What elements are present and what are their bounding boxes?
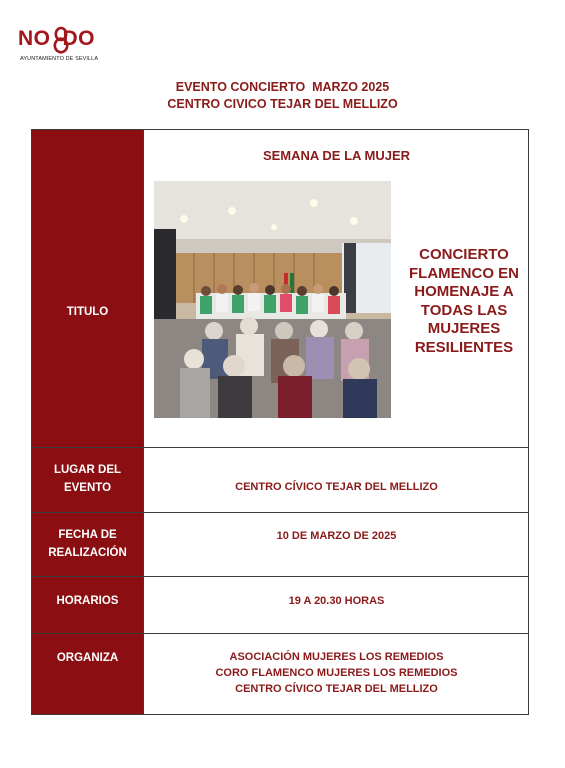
event-title-line: CONCIERTO — [419, 246, 509, 263]
row-divider — [32, 512, 528, 513]
fecha-label-line: FECHA DE — [58, 529, 117, 541]
lugar-label-line: EVENTO — [63, 482, 112, 494]
header-line-2: CENTRO CIVICO TEJAR DEL MELLIZO — [167, 97, 398, 111]
fecha-value: 10 DE MARZO DE 2025 — [276, 530, 397, 542]
row-divider — [32, 576, 528, 577]
fecha-label-line: REALIZACIÓN — [48, 547, 127, 559]
event-title-line: MUJERES — [427, 320, 501, 337]
horarios-value: 19 A 20.30 HORAS — [288, 595, 385, 607]
madeja-knot-icon — [52, 26, 70, 54]
titulo-label: TITULO — [66, 306, 109, 318]
organiza-line: CORO FLAMENCO MUJERES LOS REMEDIOS — [215, 667, 458, 679]
column-divider — [143, 130, 144, 714]
event-title-line: FLAMENCO EN — [409, 264, 519, 282]
event-subtitle: SEMANA DE LA MUJER — [262, 148, 411, 163]
row-divider — [32, 447, 528, 448]
logo-subtitle: AYUNTAMIENTO DE SEVILLA — [20, 56, 99, 62]
organiza-line: ASOCIACIÓN MUJERES LOS REMEDIOS — [229, 651, 444, 663]
organiza-line: CENTRO CÍVICO TEJAR DEL MELLIZO — [235, 683, 438, 695]
event-title-line: RESILIENTES — [414, 338, 514, 356]
organiza-label: ORGANIZA — [56, 652, 119, 664]
fecha-label — [32, 526, 143, 562]
logo-text-right: DO — [62, 27, 95, 50]
logo-text-left: NO — [18, 27, 51, 50]
event-title-line: TODAS LAS — [420, 301, 508, 319]
event-title-line: HOMENAJE A — [414, 283, 514, 300]
lugar-value: CENTRO CÍVICO TEJAR DEL MELLIZO — [235, 481, 438, 493]
label-column — [32, 130, 143, 714]
event-table — [31, 129, 529, 715]
organiza-value — [144, 649, 529, 697]
lugar-label-line: LUGAR DEL — [53, 464, 122, 476]
event-title — [400, 246, 528, 357]
header-line-1: EVENTO CONCIERTO MARZO 2025 — [175, 80, 390, 94]
nodo-logo — [18, 26, 108, 68]
lugar-label — [32, 461, 143, 497]
horarios-label: HORARIOS — [56, 595, 119, 607]
concert-photo — [154, 181, 391, 418]
row-divider — [32, 633, 528, 634]
